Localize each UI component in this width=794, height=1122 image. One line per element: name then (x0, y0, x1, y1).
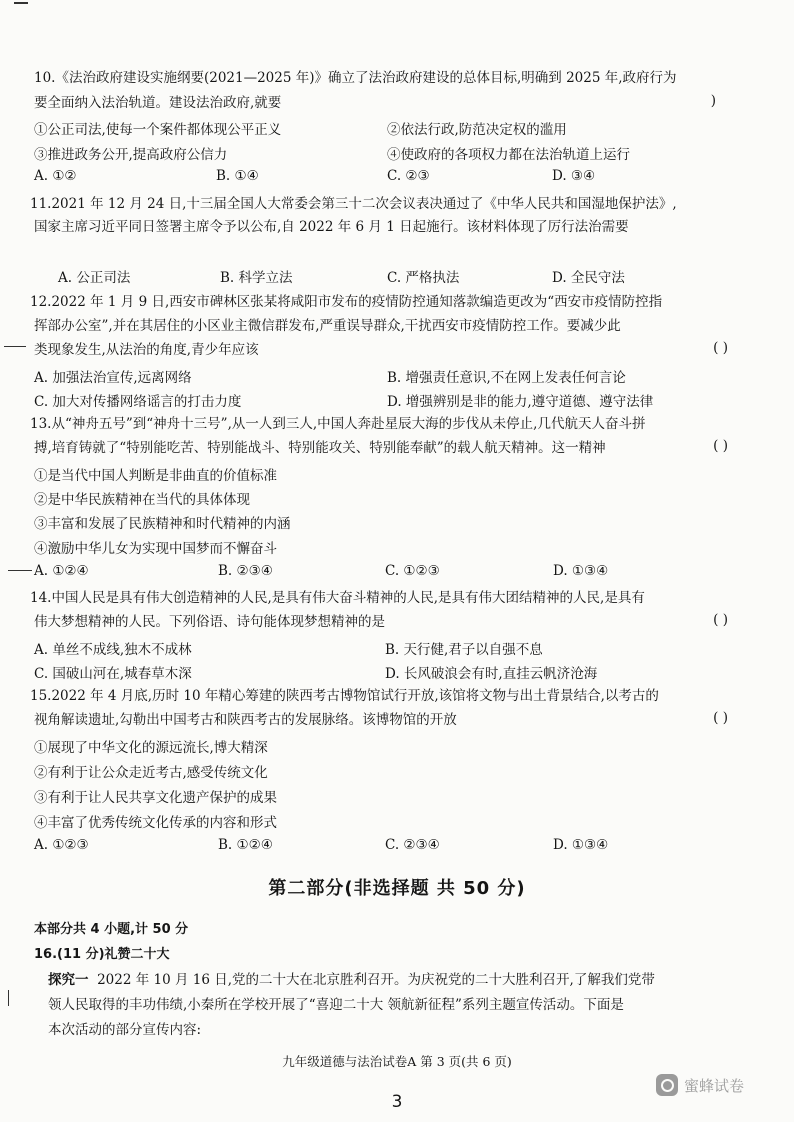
q13-option-a: A. ①②④ (34, 563, 89, 579)
q13-option-b: B. ②③④ (218, 563, 273, 579)
q14-option-b: B. 天行健,君子以自强不息 (385, 642, 543, 658)
q11-stem-line2: 国家主席习近平同日签署主席令予以公布,自 2022 年 6 月 1 日起施行。该材料体现了厉行法治需要 (34, 219, 629, 235)
q13-statement-2: ②是中华民族精神在当代的具体体现 (34, 492, 250, 508)
q12-option-a: A. 加强法治宣传,远离网络 (34, 370, 192, 386)
q15-statement-3: ③有利于让人民共享文化遗产保护的成果 (34, 790, 277, 806)
q14-option-a: A. 单丝不成线,独木不成林 (34, 642, 192, 658)
explore-text-1: 2022 年 10 月 16 日,党的二十大在北京胜利召开。为庆祝党的二十大胜利召开,了解我们党带 (97, 972, 655, 988)
q10-answer-paren: ) (710, 93, 716, 109)
page-number: 3 (391, 1092, 403, 1112)
q10-option-c: C. ②③ (387, 168, 430, 184)
q15-option-c: C. ②③④ (385, 837, 440, 853)
q15-answer-paren: ( ) (713, 710, 728, 726)
q10-stem-line1: 10.《法治政府建设实施纲要(2021—2025 年)》确立了法治政府建设的总体目标,明确到 2025 年,政府行为 (34, 70, 677, 86)
footer-exam-info: 九年级道德与法治试卷A 第 3 页(共 6 页) (282, 1054, 512, 1069)
explore-label: 探究一 (48, 972, 89, 988)
q13-statement-1: ①是当代中国人判断是非曲直的价值标准 (34, 468, 277, 484)
q13-answer-paren: ( ) (713, 438, 728, 454)
q14-stem-line2: 伟大梦想精神的人民。下列俗语、诗句能体现梦想精神的是 (34, 614, 385, 630)
q15-statement-1: ①展现了中华文化的源远流长,博大精深 (34, 740, 268, 756)
scan-mark-top (14, 2, 28, 4)
q10-statement-3: ③推进政务公开,提高政府公信力 (34, 147, 228, 163)
q11-stem-line1: 11.2021 年 12 月 24 日,十三届全国人大常委会第三十二次会议表决通过了《中华人民共和国湿地保护法》, (30, 196, 677, 212)
q16-title: 16.(11 分)礼赞二十大 (34, 947, 170, 962)
q12-option-d: D. 增强辨别是非的能力,遵守道德、遵守法律 (387, 394, 654, 410)
q15-statement-4: ④丰富了优秀传统文化传承的内容和形式 (34, 815, 277, 831)
q12-option-b: B. 增强责任意识,不在网上发表任何言论 (387, 370, 626, 386)
q15-option-b: B. ①②④ (218, 837, 273, 853)
question-10 (34, 68, 746, 188)
q12-stem-line3: 类现象发生,从法治的角度,青少年应该 (34, 342, 259, 358)
q12-option-c: C. 加大对传播网络谣言的打击力度 (34, 394, 242, 410)
q16-explore-line3: 本次活动的部分宣传内容: (48, 1022, 202, 1038)
q10-statement-4: ④使政府的各项权力都在法治轨道上运行 (387, 147, 630, 163)
q12-stem-line1: 12.2022 年 1 月 9 日,西安市碑林区张某将咸阳市发布的疫情防控通知落款编造更改为“西安市疫情防控指 (30, 294, 663, 310)
q10-statement-1: ①公正司法,使每一个案件都体现公平正义 (34, 122, 282, 138)
q14-option-c: C. 国破山河在,城春草木深 (34, 666, 192, 682)
question-13 (30, 414, 746, 584)
q10-option-a: A. ①② (34, 168, 77, 184)
watermark (656, 1074, 744, 1096)
q16-explore-line1 (48, 968, 655, 988)
watermark-text: 蜜蜂试卷 (684, 1076, 745, 1095)
q16-explore-line2: 领人民取得的丰功伟绩,小秦所在学校开展了“喜迎二十大 领航新征程”系列主题宣传活动。下面是 (48, 997, 624, 1013)
q14-stem-line1: 14.中国人民是具有伟大创造精神的人民,是具有伟大奋斗精神的人民,是具有伟大团结精神的人民,是具有 (30, 590, 645, 606)
q10-option-d: D. ③④ (552, 168, 596, 184)
q13-statement-4: ④激励中华儿女为实现中国梦而不懈奋斗 (34, 541, 277, 557)
question-14 (30, 588, 746, 683)
question-15 (30, 686, 746, 856)
q12-answer-paren: ( ) (713, 340, 728, 356)
watermark-logo-icon (656, 1074, 678, 1096)
q13-stem-line2: 搏,培育铸就了“特别能吃苦、特别能战斗、特别能攻关、特别能奉献”的载人航天精神。这一精神 (34, 440, 606, 456)
q11-option-b: B. 科学立法 (220, 270, 293, 286)
q11-option-c: C. 严格执法 (387, 270, 460, 286)
q15-stem-line2: 视角解读遗址,勾勒出中国考古和陕西考古的发展脉络。该博物馆的开放 (34, 712, 457, 728)
q11-option-a: A. 公正司法 (58, 270, 131, 286)
q15-statement-2: ②有利于让公众走近考古,感受传统文化 (34, 765, 268, 781)
q12-stem-line2: 挥部办公室”,并在其居住的小区业主微信群发布,严重误导群众,干扰西安市疫情防控工作。要减少此 (34, 318, 621, 334)
q13-option-d: D. ①③④ (553, 563, 609, 579)
q15-stem-line1: 15.2022 年 4 月底,历时 10 年精心筹建的陕西考古博物馆试行开放,该馆将文物与出土背景结合,以考古的 (30, 688, 659, 704)
question-12 (30, 292, 746, 412)
q13-stem-line1: 13.从“神舟五号”到“神舟十三号”,从一人到三人,中国人奔赴星辰大海的步伐从未停止,几代航天人奋斗拼 (30, 416, 646, 432)
scan-mark-left-1 (4, 346, 26, 347)
q13-statement-3: ③丰富和发展了民族精神和时代精神的内涵 (34, 516, 291, 532)
question-11 (30, 194, 746, 289)
q13-option-c: C. ①②③ (385, 563, 440, 579)
q11-option-d: D. 全民守法 (552, 270, 625, 286)
q14-answer-paren: ( ) (713, 612, 728, 628)
q15-option-d: D. ①③④ (553, 837, 609, 853)
q14-option-d: D. 长风破浪会有时,直挂云帆济沧海 (385, 666, 598, 682)
scan-mark-left-3 (8, 990, 9, 1006)
q10-stem-line2: 要全面纳入法治轨道。建设法治政府,就要 (34, 95, 282, 111)
q10-statement-2: ②依法行政,防范决定权的滥用 (387, 122, 567, 138)
section-2-note: 本部分共 4 小题,计 50 分 (34, 922, 189, 937)
q15-option-a: A. ①②③ (34, 837, 89, 853)
scan-mark-left-2 (8, 570, 32, 571)
section-2-title: 第二部分(非选择题 共 50 分) (268, 878, 526, 899)
q10-option-b: B. ①④ (216, 168, 259, 184)
